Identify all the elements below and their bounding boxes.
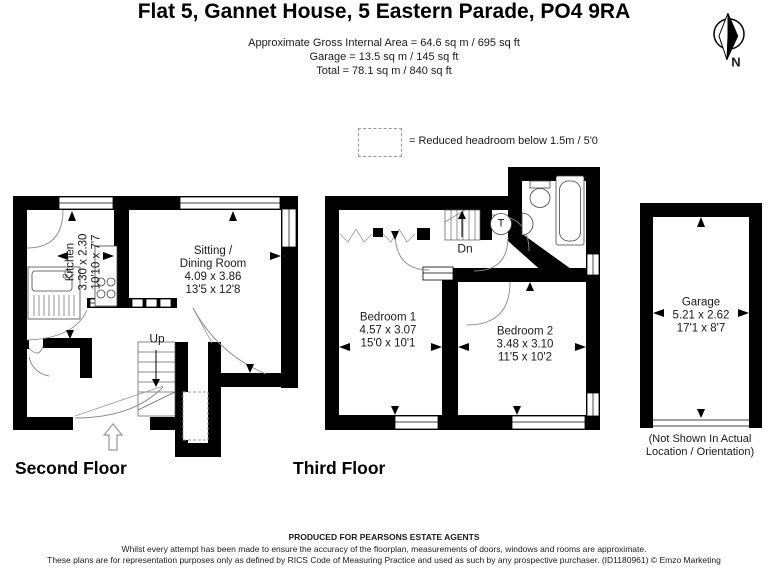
garage-note-line2: Location / Orientation) [645, 446, 755, 458]
third-floor-plan [325, 167, 600, 430]
footer-produced-for: PRODUCED FOR PEARSONS ESTATE AGENTS [288, 532, 480, 542]
garage-door [653, 420, 749, 426]
up-label: Up [149, 331, 165, 346]
page-title: Flat 5, Gannet House, 5 Eastern Parade, PO4 9RA [137, 0, 631, 23]
kitchen-imperial: 10'10 x 7'7 [90, 234, 103, 290]
toilet-icon [530, 181, 550, 208]
kitchen-name: Kitchen [64, 242, 77, 282]
second-floor-title: Second Floor [15, 458, 127, 478]
reduced-headroom-label: = Reduced headroom below 1.5m / 5'0 [409, 135, 598, 147]
kitchen-metric: 3.30 x 2.30 [77, 233, 90, 291]
sitting-name-line2: Dining Room [179, 258, 247, 270]
bedroom2-name: Bedroom 2 [496, 325, 554, 338]
bedroom2-label [497, 326, 554, 365]
dn-label: Dn [457, 241, 473, 256]
reduced-headroom-area [183, 392, 208, 440]
basin-icon [522, 213, 533, 235]
kitchen-label [65, 234, 104, 291]
sitting-name-line1: Sitting / [193, 245, 233, 257]
garage-label [673, 297, 730, 336]
bathtub-icon [556, 176, 584, 245]
sitting-imperial: 13'5 x 12'8 [185, 284, 241, 296]
footer-disclaimer-2: These plans are for representation purposes only as defined by RICS Code of Measuring Practice and used as such by any prospective purchaser. (ID1180961) © Emzo Marketing [47, 555, 721, 565]
garage-note [646, 433, 754, 459]
bathroom-fixtures [491, 176, 585, 245]
total-area: Total = 78.1 sq m / 840 sq ft [316, 65, 452, 77]
gross-internal-area: Approximate Gross Internal Area = 64.6 sq m / 695 sq ft [248, 37, 520, 49]
bedroom1-imperial: 15'0 x 10'1 [360, 337, 416, 350]
garage-area: Garage = 13.5 sq m / 145 sq ft [309, 51, 459, 63]
footer-disclaimer-1: Whilst every attempt has been made to ensure the accuracy of the floorplan, measurements of doors, windows and rooms are approximate. [121, 544, 647, 554]
bedroom1-name: Bedroom 1 [359, 311, 417, 324]
staircase-up [138, 342, 175, 416]
north-label: N [731, 54, 741, 70]
sitting-metric: 4.09 x 3.86 [184, 271, 242, 283]
garage-name: Garage [681, 296, 721, 309]
second-floor-walls [13, 196, 298, 457]
garage-imperial: 17'1 x 8'7 [676, 322, 726, 335]
entrance-arrow-icon [104, 424, 122, 450]
third-floor-title: Third Floor [293, 458, 386, 478]
bedroom1-metric: 4.57 x 3.07 [359, 324, 417, 337]
bedroom2-metric: 3.48 x 3.10 [496, 338, 554, 351]
sitting-dining-label [180, 245, 246, 297]
garage-note-line1: (Not Shown In Actual [648, 433, 752, 445]
second-floor-plan [13, 196, 298, 458]
bedroom1-label [360, 312, 417, 351]
garage-metric: 5.21 x 2.62 [672, 309, 730, 322]
tank-label: T [497, 217, 505, 230]
north-arrow-icon [700, 8, 758, 80]
staircase-down [445, 210, 480, 240]
bedroom2-imperial: 11'5 x 10'2 [497, 351, 553, 364]
reduced-headroom-swatch [358, 128, 402, 157]
